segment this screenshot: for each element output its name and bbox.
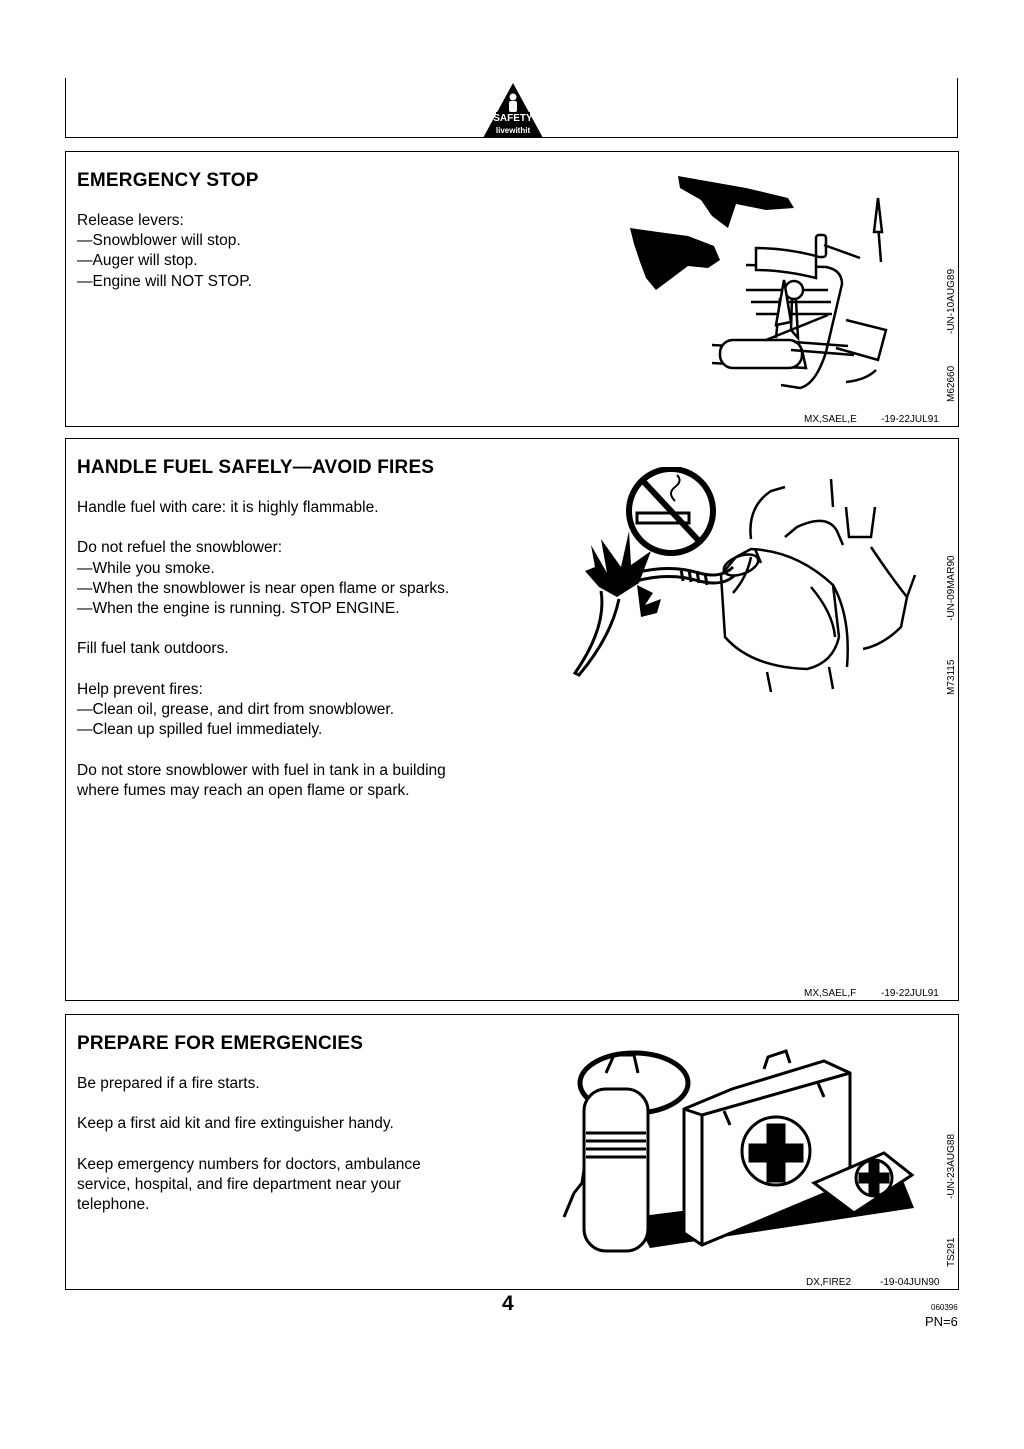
section-prepare-emergencies [65, 1014, 959, 1290]
emergency-stop-illustration [616, 170, 906, 395]
footer-date: -19-22JUL91 [881, 988, 939, 999]
text-line: —Snowblower will stop. [77, 232, 241, 250]
section-title: HANDLE FUEL SAFELY—AVOID FIRES [77, 457, 435, 478]
paragraph [77, 680, 547, 741]
section-body [77, 498, 547, 821]
text-line: —When the snowblower is near open flame or sparks. [77, 579, 450, 597]
text-line: Fill fuel tank outdoors. [77, 640, 229, 658]
page-number: 4 [502, 1292, 514, 1315]
footer-ref: MX,SAEL,E [804, 414, 857, 425]
text-line: telephone. [77, 1196, 150, 1214]
text-line: Help prevent fires: [77, 680, 203, 698]
paragraph [77, 1114, 547, 1134]
section-handle-fuel [65, 438, 959, 1001]
text-line: Be prepared if a fire starts. [77, 1075, 260, 1092]
section-title: EMERGENCY STOP [77, 170, 259, 191]
paragraph [77, 761, 547, 801]
text-line: service, hospital, and fire department near your [77, 1175, 401, 1193]
logo-line1: SAFETY [493, 113, 533, 124]
paragraph [77, 1074, 547, 1094]
text-line: Keep emergency numbers for doctors, ambulance [77, 1155, 421, 1173]
paragraph [77, 211, 547, 292]
paragraph [77, 1155, 547, 1216]
section-title: PREPARE FOR EMERGENCIES [77, 1033, 364, 1054]
section-body [77, 1074, 547, 1236]
footer-date: -19-04JUN90 [880, 1277, 940, 1288]
paragraph [77, 538, 547, 619]
safety-alert-logo [482, 82, 544, 139]
side-code-id: M73115 [946, 659, 957, 695]
paragraph [77, 639, 547, 659]
side-code-id: M62660 [946, 365, 957, 402]
side-code-date: -UN-09MAR90 [946, 555, 957, 621]
text-line: —While you smoke. [77, 559, 215, 577]
footer-date: -19-22JUL91 [881, 414, 939, 425]
text-line: —Auger will stop. [77, 252, 198, 270]
first-aid-extinguisher-illustration [554, 1033, 924, 1258]
text-line: —Engine will NOT STOP. [77, 272, 252, 290]
logo-line2: livewithit [495, 126, 531, 135]
paragraph [77, 498, 547, 518]
document-date-code: 060396 [931, 1303, 958, 1312]
text-line: Keep a first aid kit and fire extinguisher handy. [77, 1115, 394, 1133]
page-number-code: PN=6 [925, 1314, 958, 1329]
section-emergency-stop [65, 151, 959, 427]
footer-ref: DX,FIRE2 [806, 1277, 852, 1288]
section-body [77, 211, 547, 312]
text-line: Release levers: [77, 212, 184, 229]
footer-ref: MX,SAEL,F [804, 988, 857, 999]
side-code-date: -UN-10AUG89 [946, 268, 957, 334]
side-code-date: -UN-23AUG88 [946, 1133, 957, 1199]
text-line: —When the engine is running. STOP ENGINE. [77, 600, 400, 617]
side-code-id: TS291 [946, 1237, 957, 1267]
text-line: —Clean up spilled fuel immediately. [77, 721, 323, 739]
text-line: Do not store snowblower with fuel in tank in a building [77, 761, 446, 779]
text-line: —Clean oil, grease, and dirt from snowblower. [77, 700, 395, 718]
text-line: where fumes may reach an open flame or spark. [77, 781, 410, 799]
text-line: Do not refuel the snowblower: [77, 539, 283, 557]
text-line: Handle fuel with care: it is highly flammable. [77, 499, 379, 516]
refuel-hazard-illustration [571, 467, 926, 697]
